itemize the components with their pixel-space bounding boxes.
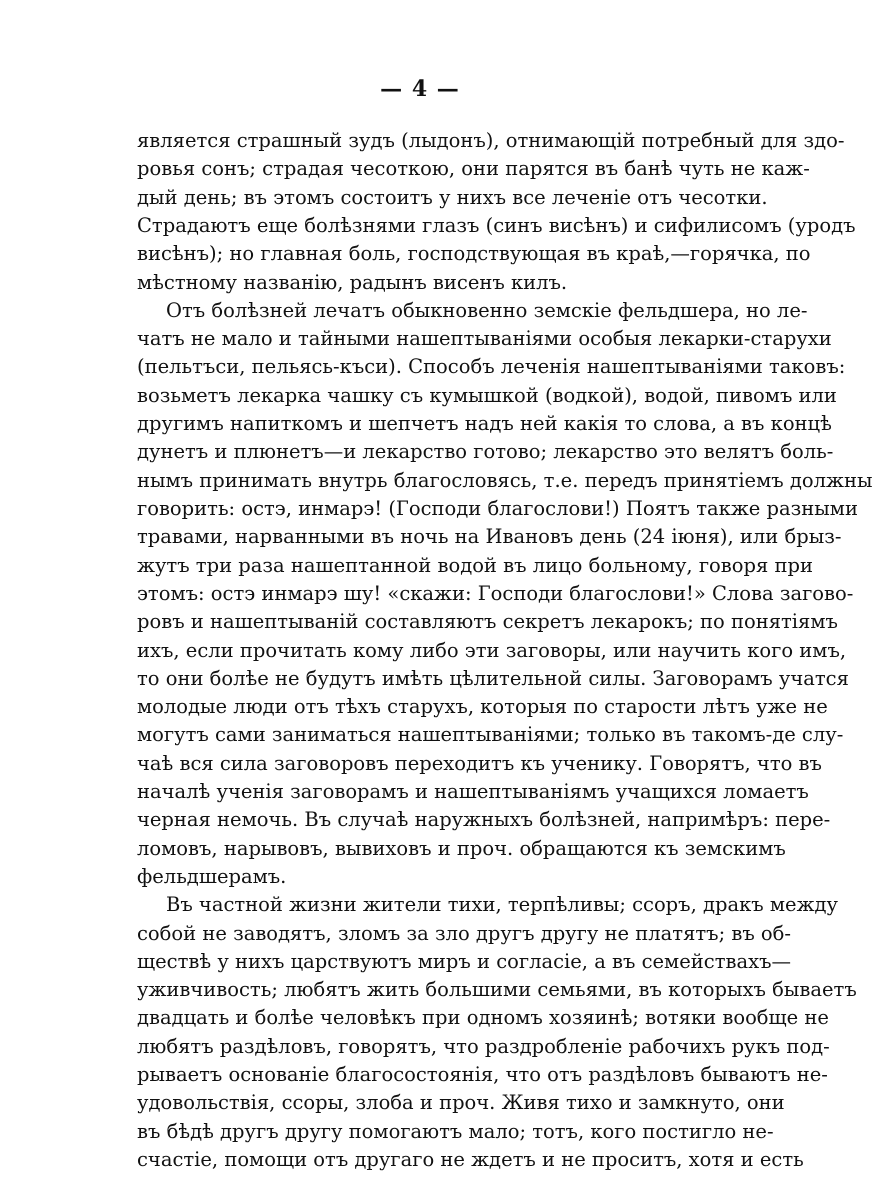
- text-line-31: уживчивость; любятъ жить большими семьями, въ которыхъ бываетъ: [137, 978, 857, 1001]
- text-line-1: является страшный зудъ (лыдонъ), отнимающій потребный для здо-: [137, 129, 845, 152]
- text-line-32: двадцать и болѣе человѣкъ при одномъ хозяинѣ; вотяки вообще не: [137, 1006, 829, 1029]
- text-line-13: нымъ принимать внутрь благословясь, т.е. передъ принятіемъ должны: [137, 469, 872, 492]
- text-line-35: удовольствія, ссоры, злоба и проч. Живя тихо и замкнуто, они: [137, 1091, 785, 1114]
- text-line-30: ществѣ у нихъ царствуютъ миръ и согласіе, а въ семействахъ—: [137, 950, 791, 973]
- text-line-21: молодые люди отъ тѣхъ старухъ, которыя по старости лѣтъ уже не: [137, 695, 828, 718]
- text-line-16: жутъ три раза нашептанной водой въ лицо больному, говоря при: [137, 554, 813, 577]
- text-line-5: висѣнъ); но главная боль, господствующая въ краѣ,—горячка, по: [137, 242, 811, 265]
- text-line-26: ломовъ, нарывовъ, вывиховъ и проч. обращаются къ земскимъ: [137, 837, 786, 860]
- page-number: — 4 —: [380, 76, 460, 102]
- text-line-17: этомъ: остэ инмарэ шу! «скажи: Господи благослови!» Слова загово-: [137, 582, 854, 605]
- text-line-36: въ бѣдѣ другъ другу помогаютъ мало; тотъ, кого постигло не-: [137, 1120, 774, 1143]
- text-line-4: Страдаютъ еще болѣзнями глазъ (синъ висѣнъ) и сифилисомъ (уродъ: [137, 214, 856, 237]
- text-line-6: мѣстному названію, радынъ висенъ килъ.: [137, 271, 568, 294]
- text-line-2: ровья сонъ; страдая чесоткою, они парятся въ банѣ чуть не каж-: [137, 157, 810, 180]
- text-line-20: то они болѣе не будутъ имѣть цѣлительной силы. Заговорамъ учатся: [137, 667, 849, 690]
- text-line-29: собой не заводятъ, зломъ за зло другъ другу не платятъ; въ об-: [137, 922, 791, 945]
- text-line-19: ихъ, если прочитать кому либо эти заговоры, или научить кого имъ,: [137, 639, 847, 662]
- text-line-28: Въ частной жизни жители тихи, терпѣливы; ссоръ, дракъ между: [166, 893, 838, 916]
- text-line-18: ровъ и нашептываній составляютъ секретъ лекарокъ; по понятіямъ: [137, 610, 838, 633]
- text-line-7: Отъ болѣзней лечатъ обыкновенно земскіе фельдшера, но ле-: [166, 299, 808, 322]
- text-line-10: возьметъ лекарка чашку съ кумышкой (водкой), водой, пивомъ или: [137, 384, 837, 407]
- text-line-25: черная немочь. Въ случаѣ наружныхъ болѣзней, напримѣръ: пере-: [137, 808, 831, 831]
- text-line-22: могутъ сами заниматься нашептываніями; только въ такомъ-де слу-: [137, 723, 844, 746]
- text-line-12: дунетъ и плюнетъ—и лекарство готово; лекарство это велятъ боль-: [137, 440, 834, 463]
- text-line-3: дый день; въ этомъ состоитъ у нихъ все леченіе отъ чесотки.: [137, 186, 768, 209]
- text-line-33: любятъ раздѣловъ, говорятъ, что раздробленіе рабочихъ рукъ под-: [137, 1035, 830, 1058]
- text-line-37: счастіе, помощи отъ другаго не ждетъ и не проситъ, хотя и есть: [137, 1148, 804, 1171]
- text-line-15: травами, нарванными въ ночь на Ивановъ день (24 іюня), или брыз-: [137, 525, 842, 548]
- text-line-23: чаѣ вся сила заговоровъ переходитъ къ ученику. Говорятъ, что въ: [137, 752, 822, 775]
- text-line-34: рываетъ основаніе благосостоянія, что отъ раздѣловъ бываютъ не-: [137, 1063, 828, 1086]
- text-line-27: фельдшерамъ.: [137, 865, 287, 888]
- text-line-11: другимъ напиткомъ и шепчетъ надъ ней какія то слова, а въ концѣ: [137, 412, 832, 435]
- text-line-8: чатъ не мало и тайными нашептываніями особыя лекарки-старухи: [137, 327, 832, 350]
- text-line-9: (пельтъси, пельясь-къси). Способъ леченія нашептываніями таковъ:: [137, 355, 846, 378]
- text-line-14: говорить: остэ, инмарэ! (Господи благослови!) Поятъ также разными: [137, 497, 858, 520]
- text-line-24: началѣ ученія заговорамъ и нашептываніямъ учащихся ломаетъ: [137, 780, 809, 803]
